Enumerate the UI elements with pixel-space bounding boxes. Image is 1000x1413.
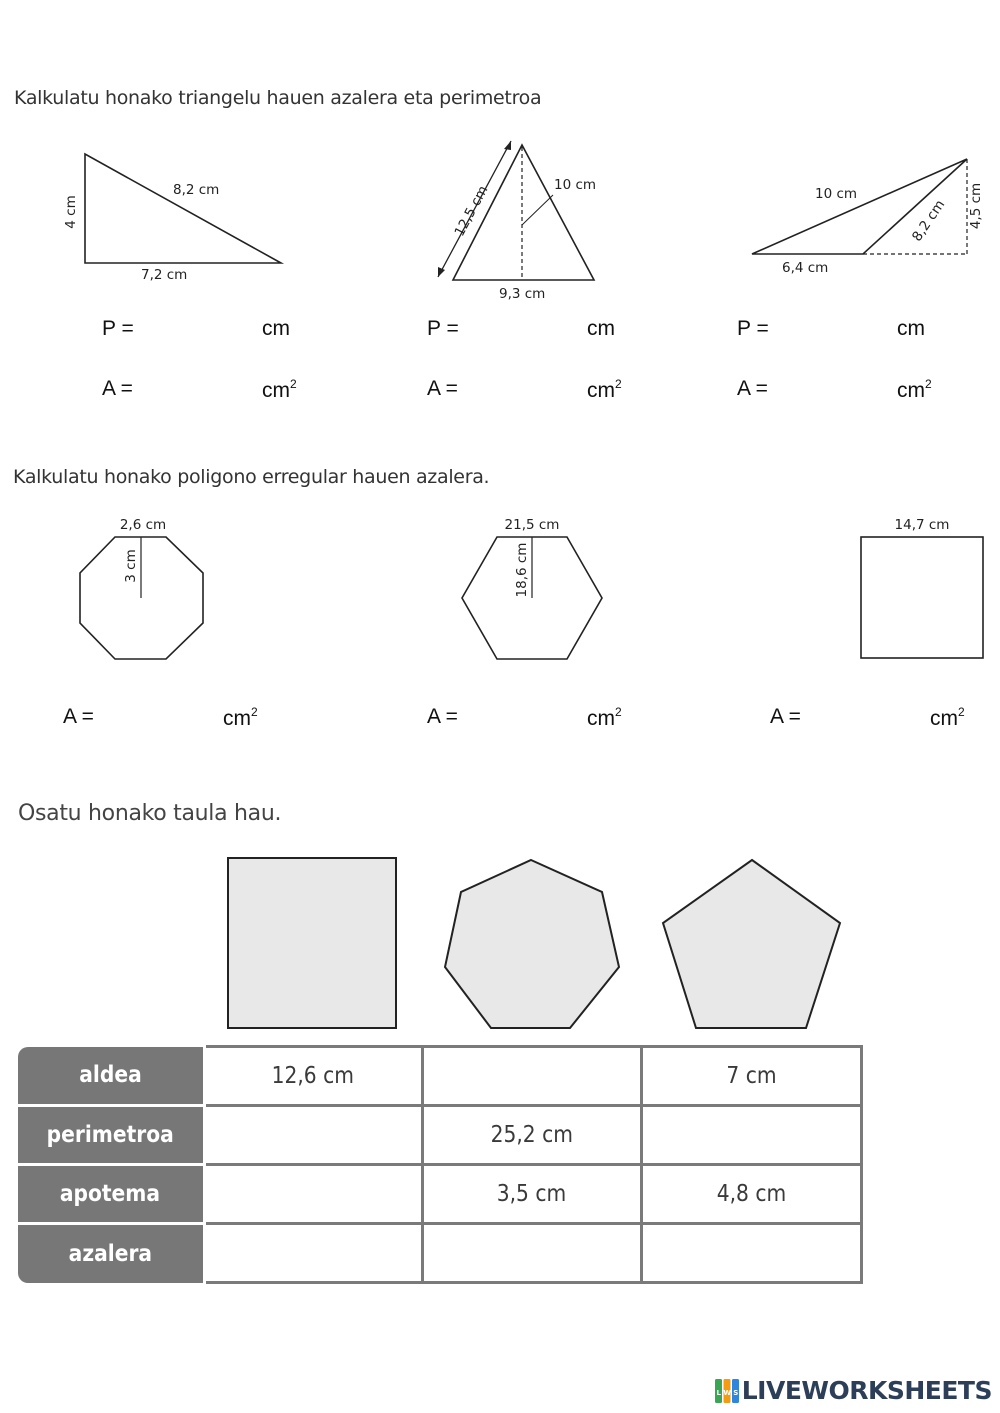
hexagon-side-label: 21,5 cm (504, 517, 560, 533)
table-cell[interactable] (422, 1047, 641, 1106)
octagon-area-label: A = (63, 705, 94, 728)
triangle-1-hypotenuse-label: 8,2 cm (173, 182, 220, 198)
octagon-figure (70, 510, 220, 670)
octagon-area-unit: $cm^2$ (223, 705, 258, 730)
triangle-1-figure (55, 140, 305, 290)
triangle-1-area-unit: $cm^2$ (262, 377, 297, 402)
square-side-label: 14,7 cm (894, 517, 950, 533)
triangle-2-area-unit: $cm^2$ (587, 377, 622, 402)
triangle-1-perimeter-label: P = (102, 317, 134, 340)
liveworksheets-brand[interactable] (714, 1376, 992, 1405)
svg-text:S: S (732, 1388, 738, 1397)
table-pentagon-shape (663, 860, 840, 1028)
table-cell[interactable] (204, 1106, 422, 1165)
row-header-apotema: apotema (18, 1165, 204, 1224)
triangle-2-figure (425, 135, 625, 305)
arrowhead-down-icon (438, 267, 445, 277)
arrowhead-up-icon (504, 141, 511, 150)
table-cell[interactable]: 12,6 cm (204, 1047, 422, 1106)
data-table (18, 1045, 863, 1284)
table-heptagon-shape (445, 860, 619, 1028)
row-header-perimetroa: perimetroa (18, 1106, 204, 1165)
table-cell[interactable] (204, 1224, 422, 1283)
triangle-3-short-side-label: 8,2 cm (909, 197, 949, 245)
triangle-3-perimeter-unit: cm (897, 317, 925, 340)
table-cell[interactable]: 25,2 cm (422, 1106, 641, 1165)
hexagon-apothem-label: 18,6 cm (514, 542, 530, 598)
triangle-2-side-label: 12,5 cm (451, 183, 492, 240)
section2-heading: Kalkulatu honako poligono erregular hauen azalera. (13, 466, 490, 488)
triangle-2-height-pointer (522, 195, 553, 225)
triangle-1-base-label: 7,2 cm (141, 267, 188, 283)
table-row (18, 1165, 861, 1224)
table-cell[interactable]: 3,5 cm (422, 1165, 641, 1224)
triangle-2-height-label: 10 cm (554, 177, 597, 193)
octagon-apothem-label: 3 cm (123, 549, 139, 583)
svg-text:L: L (716, 1388, 721, 1397)
table-square-shape (228, 858, 396, 1028)
square-shape (861, 537, 983, 658)
svg-text:W: W (723, 1388, 731, 1397)
hexagon-figure (450, 510, 620, 670)
triangle-1-perimeter-unit: cm (262, 317, 290, 340)
table-row (18, 1106, 861, 1165)
row-header-aldea: aldea (18, 1047, 204, 1106)
section1-heading: Kalkulatu honako triangelu hauen azalera eta perimetroa (14, 87, 542, 109)
square-area-label: A = (770, 705, 801, 728)
octagon-side-label: 2,6 cm (119, 517, 167, 533)
triangle-2-perimeter-unit: cm (587, 317, 615, 340)
table-row (18, 1224, 861, 1283)
table-cell[interactable]: 7 cm (641, 1047, 861, 1106)
hexagon-area-unit: $cm^2$ (587, 705, 622, 730)
triangle-3-height-label: 4,5 cm (968, 182, 984, 230)
hexagon-area-label: A = (427, 705, 458, 728)
section3-shapes (220, 850, 850, 1040)
triangle-3-base-label: 6,4 cm (782, 260, 829, 276)
table-cell[interactable] (422, 1224, 641, 1283)
triangle-3-perimeter-label: P = (737, 317, 769, 340)
triangle-1-area-label: A = (102, 377, 133, 400)
section3-heading: Osatu honako taula hau. (18, 801, 282, 826)
table-cell[interactable] (204, 1165, 422, 1224)
square-figure (850, 510, 995, 670)
table-cell[interactable]: 4,8 cm (641, 1165, 861, 1224)
triangle-3-figure (745, 145, 1000, 285)
triangle-2-perimeter-label: P = (427, 317, 459, 340)
square-area-unit: $cm^2$ (930, 705, 965, 730)
row-header-azalera: azalera (18, 1224, 204, 1283)
table-row (18, 1047, 861, 1106)
liveworksheets-logo-icon (714, 1378, 740, 1404)
triangle-3-area-unit: $cm^2$ (897, 377, 932, 402)
triangle-3-long-side-label: 10 cm (815, 186, 858, 202)
triangle-2-base-label: 9,3 cm (499, 286, 546, 302)
triangle-2-area-label: A = (427, 377, 458, 400)
table-cell[interactable] (641, 1224, 861, 1283)
triangle-3-area-label: A = (737, 377, 768, 400)
table-cell[interactable] (641, 1106, 861, 1165)
triangle-1-shape (85, 154, 281, 263)
liveworksheets-wordmark: LIVEWORKSHEETS (741, 1376, 992, 1405)
triangle-1-height-label: 4 cm (63, 195, 79, 229)
